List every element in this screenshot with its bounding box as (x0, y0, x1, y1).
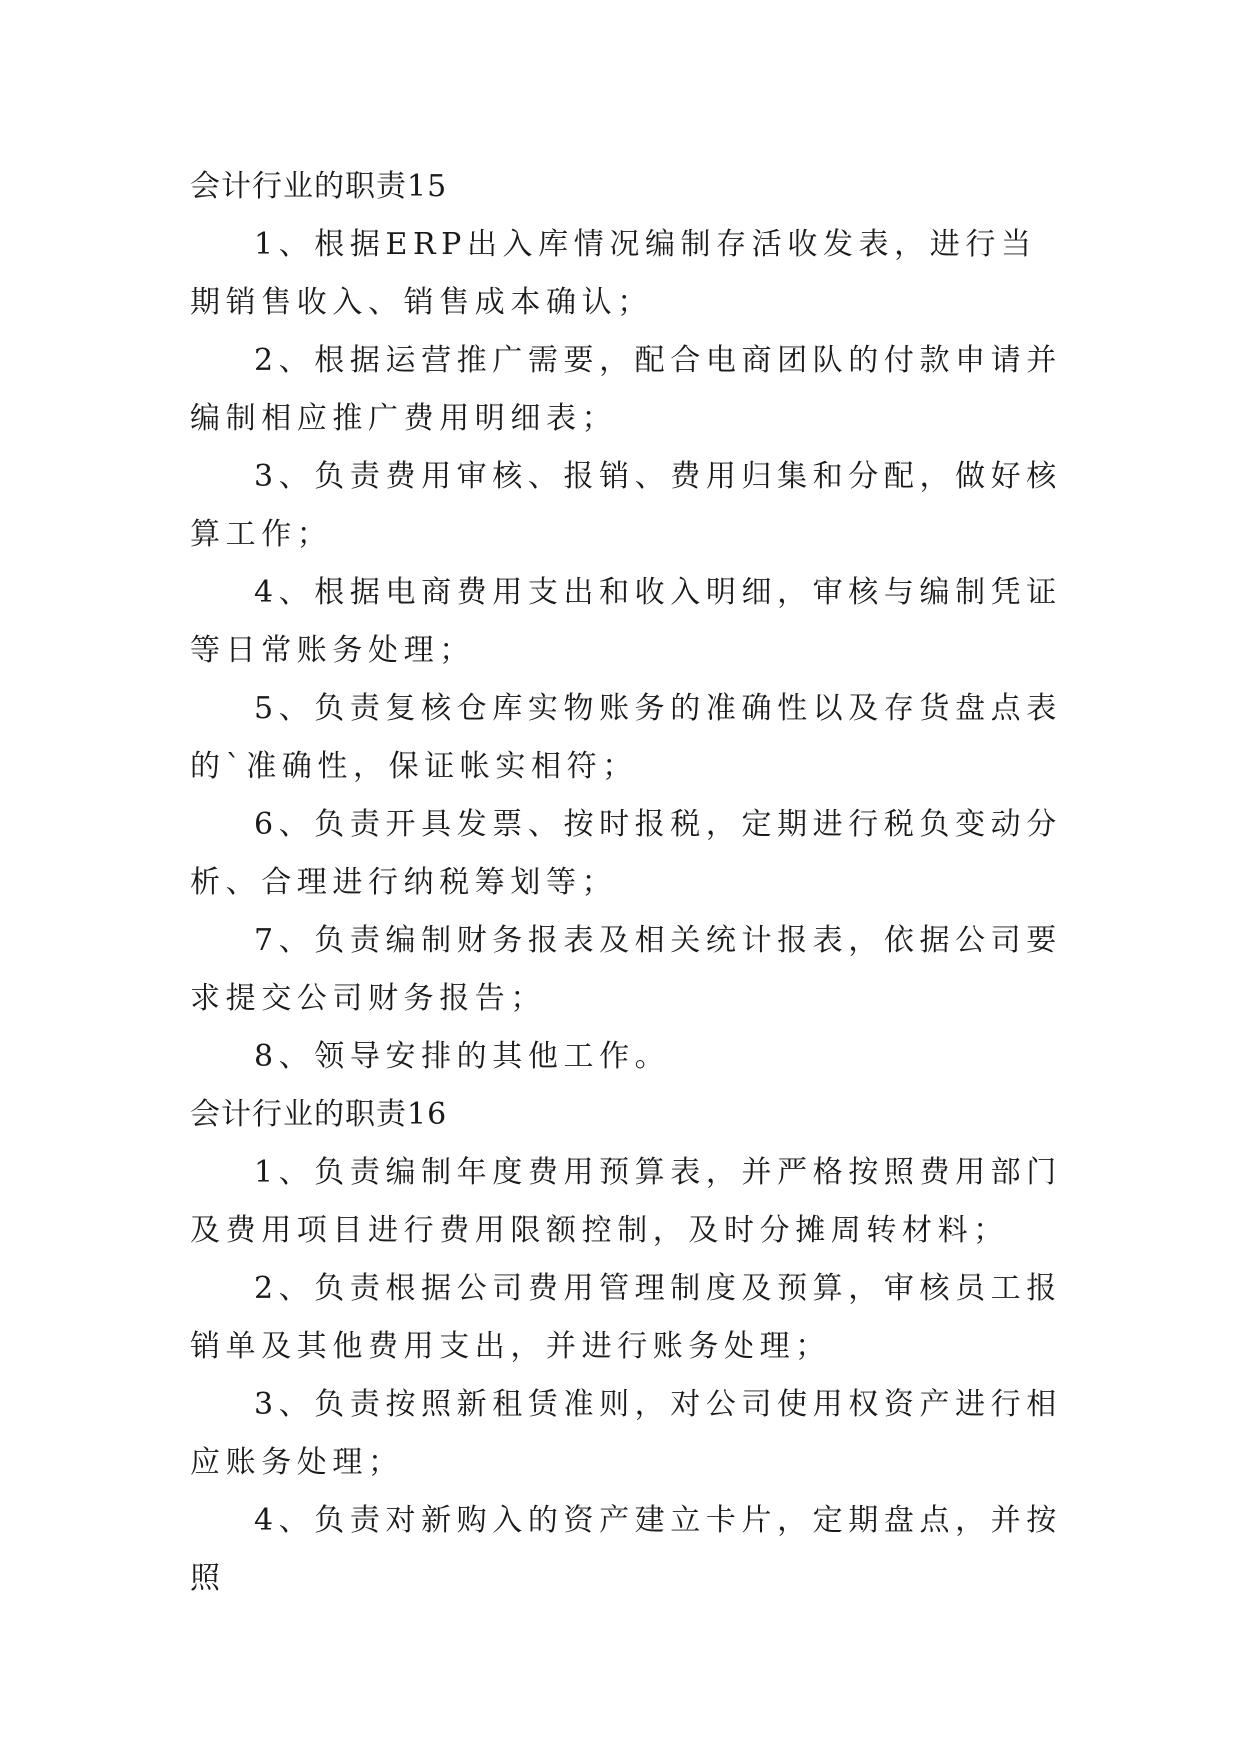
list-item: 5、负责复核仓库实物账务的准确性以及存货盘点表的`准确性，保证帐实相符； (190, 691, 1062, 784)
list-item: 3、负责费用审核、报销、费用归集和分配，做好核算工作； (190, 459, 1062, 552)
section-15 (190, 158, 1070, 1086)
list-item: 8、领导安排的其他工作。 (254, 1039, 671, 1074)
list-item: 6、负责开具发票、按时报税，定期进行税负变动分析、合理进行纳税筹划等； (190, 807, 1062, 900)
list-item: 4、根据电商费用支出和收入明细，审核与编制凭证等日常账务处理； (190, 575, 1062, 668)
document-body (190, 158, 1070, 1608)
list-item: 1、根据ERP出入库情况编制存活收发表，进行当期销售收入、销售成本确认； (190, 227, 1037, 320)
list-item: 4、负责对新购入的资产建立卡片，定期盘点，并按照 (190, 1503, 1062, 1596)
list-item: 1、负责编制年度费用预算表，并严格按照费用部门及费用项目进行费用限额控制，及时分摊周转材料； (190, 1155, 1062, 1248)
section-heading: 会计行业的职责16 (190, 1097, 448, 1132)
section-heading: 会计行业的职责15 (190, 169, 448, 204)
section-16 (190, 1086, 1070, 1608)
list-item: 2、根据运营推广需要，配合电商团队的付款申请并编制相应推广费用明细表； (190, 343, 1062, 436)
list-item: 2、负责根据公司费用管理制度及预算，审核员工报销单及其他费用支出，并进行账务处理； (190, 1271, 1062, 1364)
list-item: 3、负责按照新租赁准则，对公司使用权资产进行相应账务处理； (190, 1387, 1062, 1480)
list-item: 7、负责编制财务报表及相关统计报表，依据公司要求提交公司财务报告； (190, 923, 1062, 1016)
